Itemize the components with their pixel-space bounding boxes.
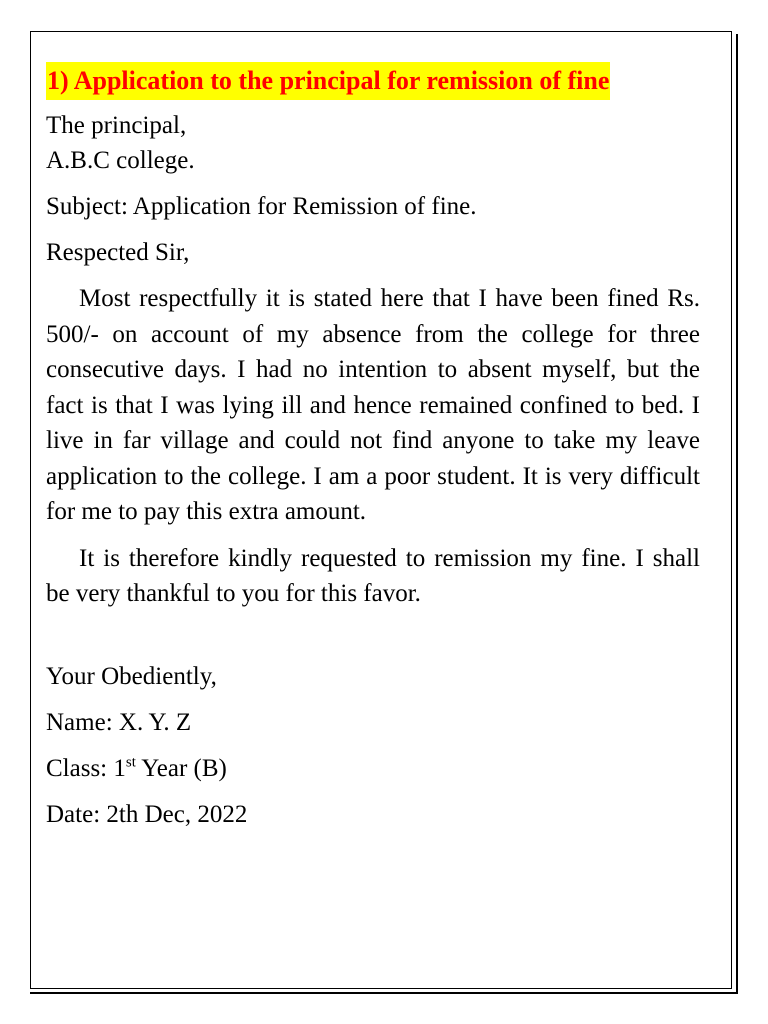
signature-date: Date: 2th Dec, 2022 (46, 800, 248, 828)
class-prefix: Class: 1 (46, 754, 126, 782)
recipient-line-1: The principal, (46, 112, 187, 139)
salutation: Respected Sir, (46, 239, 190, 266)
recipient-address (46, 108, 700, 178)
class-superscript: st (125, 754, 136, 771)
page-border-shadow-bottom (30, 992, 738, 994)
closing: Your Obediently, (46, 662, 217, 690)
subject-line: Subject: Application for Remission of fine. (46, 193, 477, 220)
body-paragraph-1: Most respectfully it is stated here that I have been fined Rs. 500/- on account of my absence from the college for three consecutive days. I had no intention to absent myself, but the fact is that I was lying ill and hence remained confined to bed. I live in far village and could not find anyone to take my leave application to the college. I am a poor student. It is very difficult for me to pay this extra amount. (46, 285, 700, 525)
signature-name: Name: X. Y. Z (46, 708, 192, 736)
letter-heading: 1) Application to the principal for remission of fine (46, 62, 610, 100)
signature-class (46, 751, 700, 786)
class-suffix: Year (B) (135, 754, 227, 782)
recipient-line-2: A.B.C college. (46, 147, 195, 174)
letter-content (46, 62, 700, 832)
body-paragraph-2: It is therefore kindly requested to remission my fine. I shall be very thankful to you for this favor. (46, 544, 700, 607)
page-border-shadow-right (736, 34, 738, 994)
